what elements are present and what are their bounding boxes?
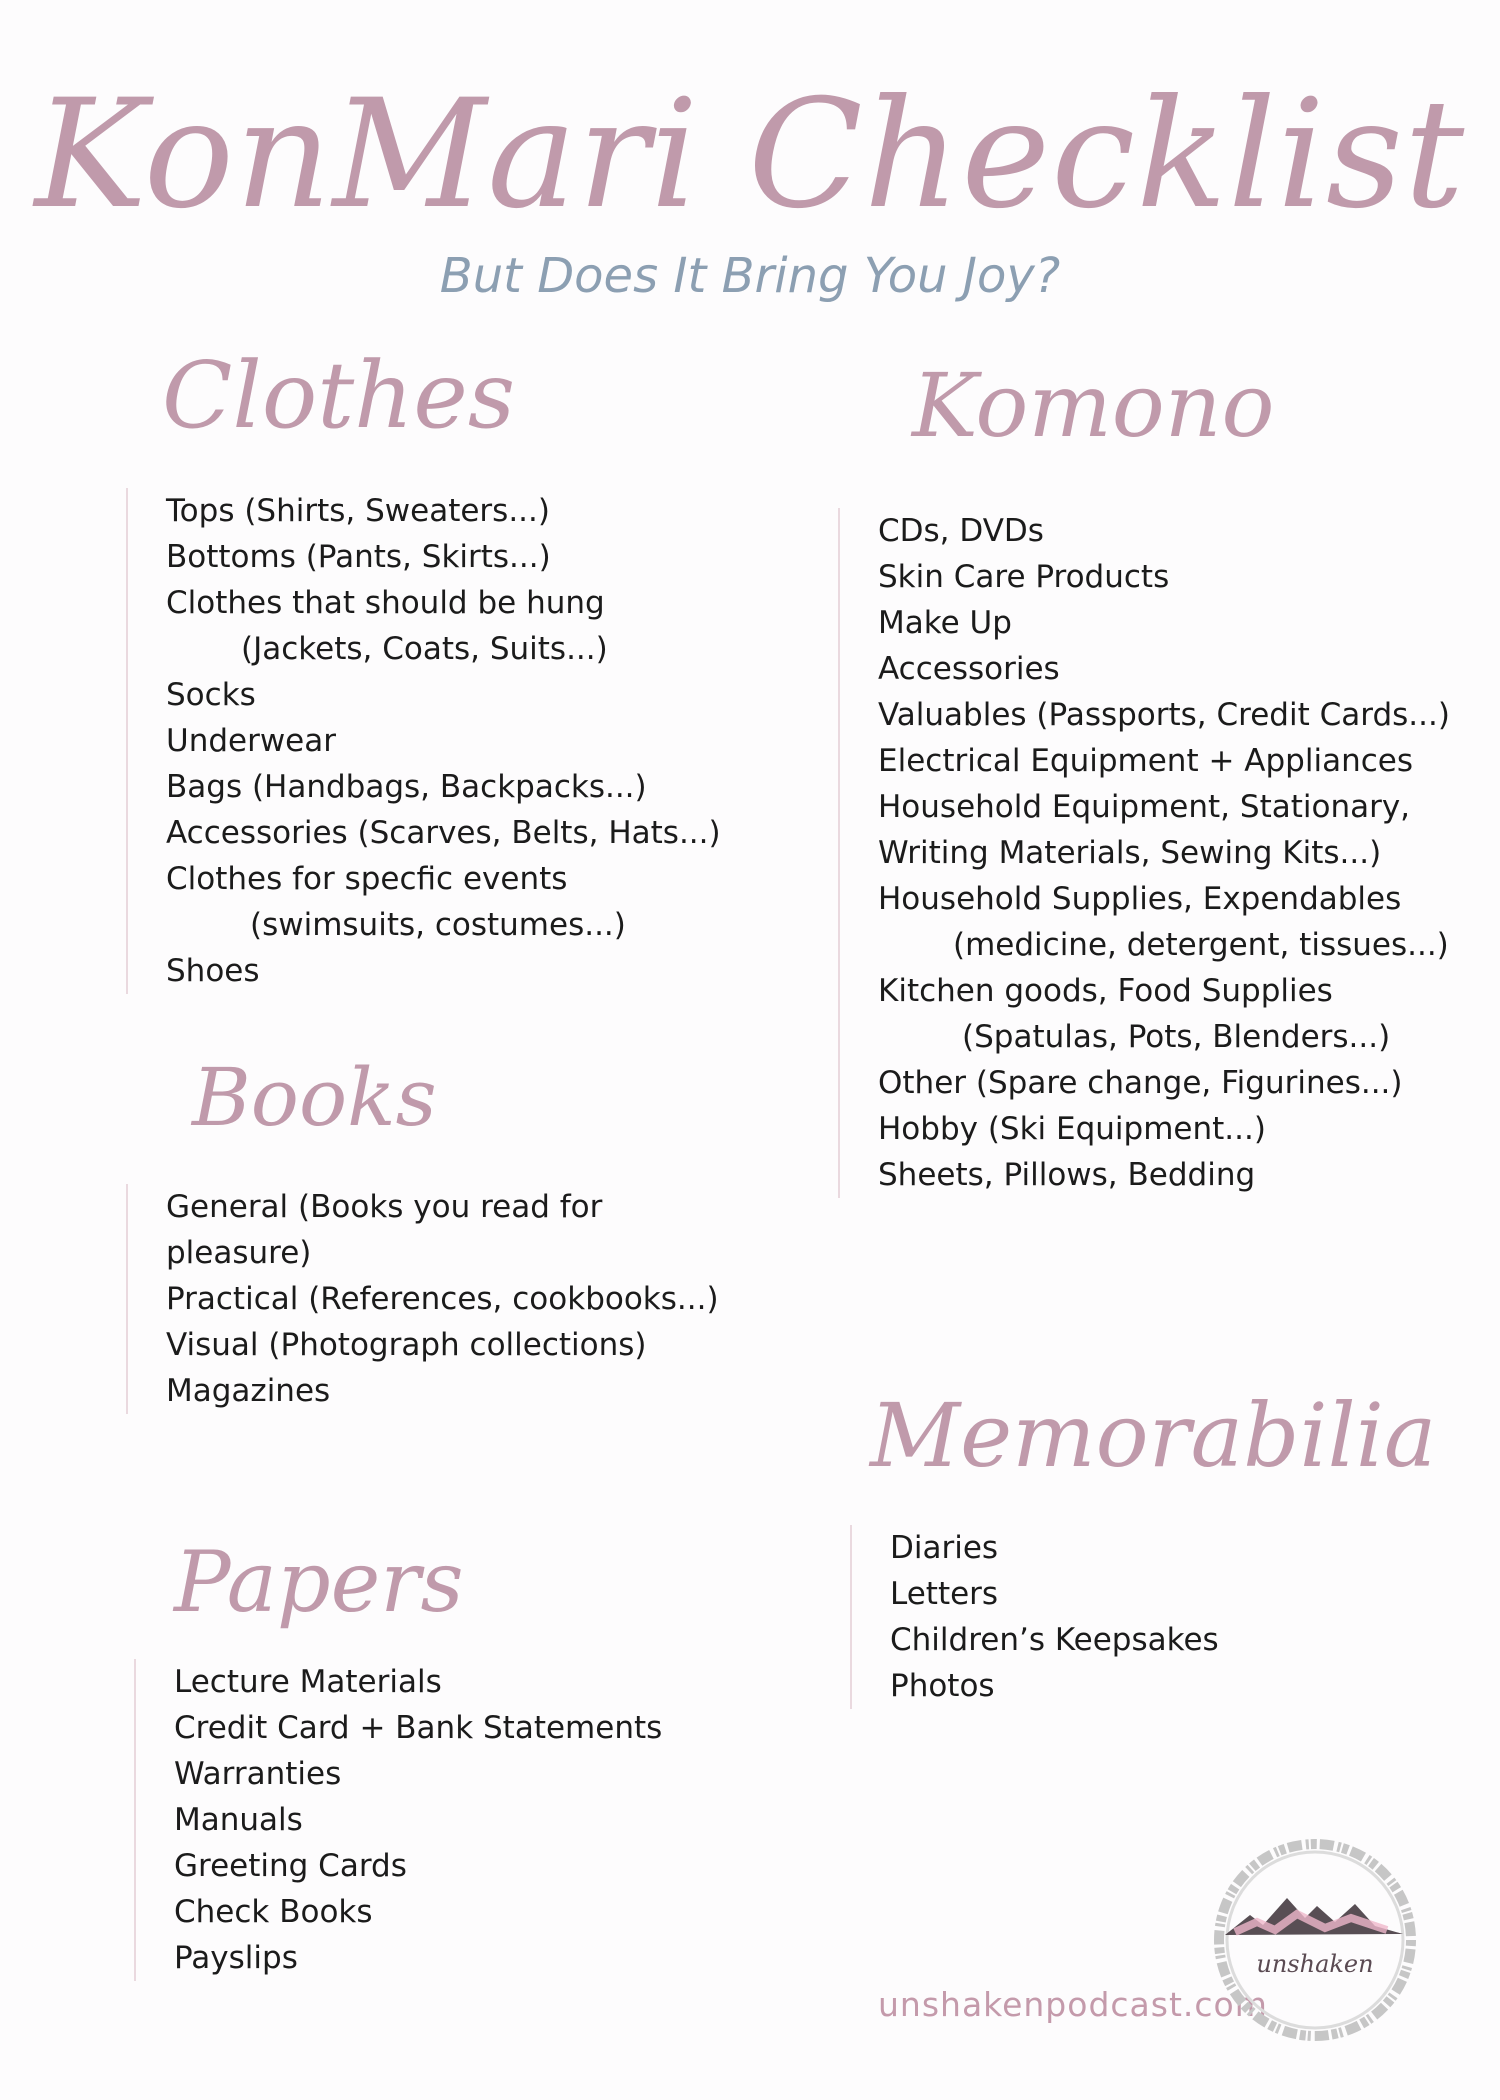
- list-item: Hobby (Ski Equipment...): [878, 1111, 1266, 1147]
- list-item: Household Equipment, Stationary,: [878, 789, 1411, 825]
- list-item: Bottoms (Pants, Skirts...): [166, 539, 551, 575]
- list-item: Accessories: [878, 651, 1060, 687]
- list-item-text: Clothes for specfic events: [166, 861, 568, 897]
- list-item: Writing Materials, Sewing Kits...): [878, 835, 1382, 871]
- list-item-text: Clothes that should be hung: [166, 585, 605, 621]
- list-item: Children’s Keepsakes: [890, 1622, 1219, 1658]
- papers-list: [134, 1659, 662, 1981]
- list-item: pleasure): [166, 1235, 312, 1271]
- list-item: Credit Card + Bank Statements: [174, 1710, 663, 1746]
- books-heading: Books: [192, 1051, 437, 1144]
- list-item: General (Books you read for: [166, 1189, 603, 1225]
- komono-heading: Komono: [912, 354, 1275, 457]
- list-item: Shoes: [166, 953, 260, 989]
- list-item-text: Household Supplies, Expendables: [878, 881, 1402, 917]
- logo-wordmark: unshaken: [1256, 1950, 1374, 1978]
- list-item: [166, 580, 721, 672]
- logo-ring: [1219, 1844, 1411, 2036]
- clothes-heading: Clothes: [162, 342, 516, 449]
- list-item: [878, 968, 1450, 1060]
- list-item: [166, 856, 721, 948]
- list-item: Valuables (Passports, Credit Cards...): [878, 697, 1450, 733]
- logo-inner-ring: [1227, 1852, 1403, 2028]
- clothes-list: [126, 488, 721, 994]
- list-item: Electrical Equipment + Appliances: [878, 743, 1413, 779]
- list-item: Lecture Materials: [174, 1664, 442, 1700]
- list-item: Diaries: [890, 1530, 999, 1566]
- list-item: Bags (Handbags, Backpacks...): [166, 769, 647, 805]
- list-item: Warranties: [174, 1756, 342, 1792]
- books-list: [126, 1184, 719, 1414]
- list-item: Greeting Cards: [174, 1848, 407, 1884]
- page-subtitle: But Does It Bring You Joy?: [439, 248, 1061, 304]
- list-item: Visual (Photograph collections): [166, 1327, 647, 1363]
- list-item-sub: (medicine, detergent, tissues...): [953, 927, 1449, 963]
- list-item: CDs, DVDs: [878, 513, 1044, 549]
- list-item: Check Books: [174, 1894, 373, 1930]
- list-item-sub: (Spatulas, Pots, Blenders...): [962, 1019, 1391, 1055]
- list-item: Magazines: [166, 1373, 331, 1409]
- list-item: Make Up: [878, 605, 1012, 641]
- list-item: Manuals: [174, 1802, 303, 1838]
- list-item: Other (Spare change, Figurines...): [878, 1065, 1403, 1101]
- memorabilia-heading: Memorabilia: [870, 1384, 1437, 1487]
- list-item: Tops (Shirts, Sweaters...): [166, 493, 550, 529]
- list-item: Photos: [890, 1668, 995, 1704]
- list-item: Socks: [166, 677, 256, 713]
- list-item: Accessories (Scarves, Belts, Hats...): [166, 815, 721, 851]
- list-item: Sheets, Pillows, Bedding: [878, 1157, 1256, 1193]
- unshaken-logo: [1205, 1830, 1425, 2050]
- list-item: Payslips: [174, 1940, 298, 1976]
- list-item-sub: (Jackets, Coats, Suits...): [241, 631, 608, 667]
- list-item: Letters: [890, 1576, 999, 1612]
- list-item: Underwear: [166, 723, 337, 759]
- list-item-text: Kitchen goods, Food Supplies: [878, 973, 1333, 1009]
- list-item-sub: (swimsuits, costumes...): [250, 907, 626, 943]
- website-link[interactable]: unshakenpodcast.com: [878, 1985, 1268, 2024]
- memorabilia-list: [850, 1525, 1219, 1709]
- list-item: Skin Care Products: [878, 559, 1170, 595]
- page-title: KonMari Checklist: [34, 68, 1466, 242]
- papers-heading: Papers: [174, 1533, 464, 1631]
- komono-list: [838, 508, 1450, 1198]
- list-item: [878, 876, 1450, 968]
- list-item: Practical (References, cookbooks...): [166, 1281, 719, 1317]
